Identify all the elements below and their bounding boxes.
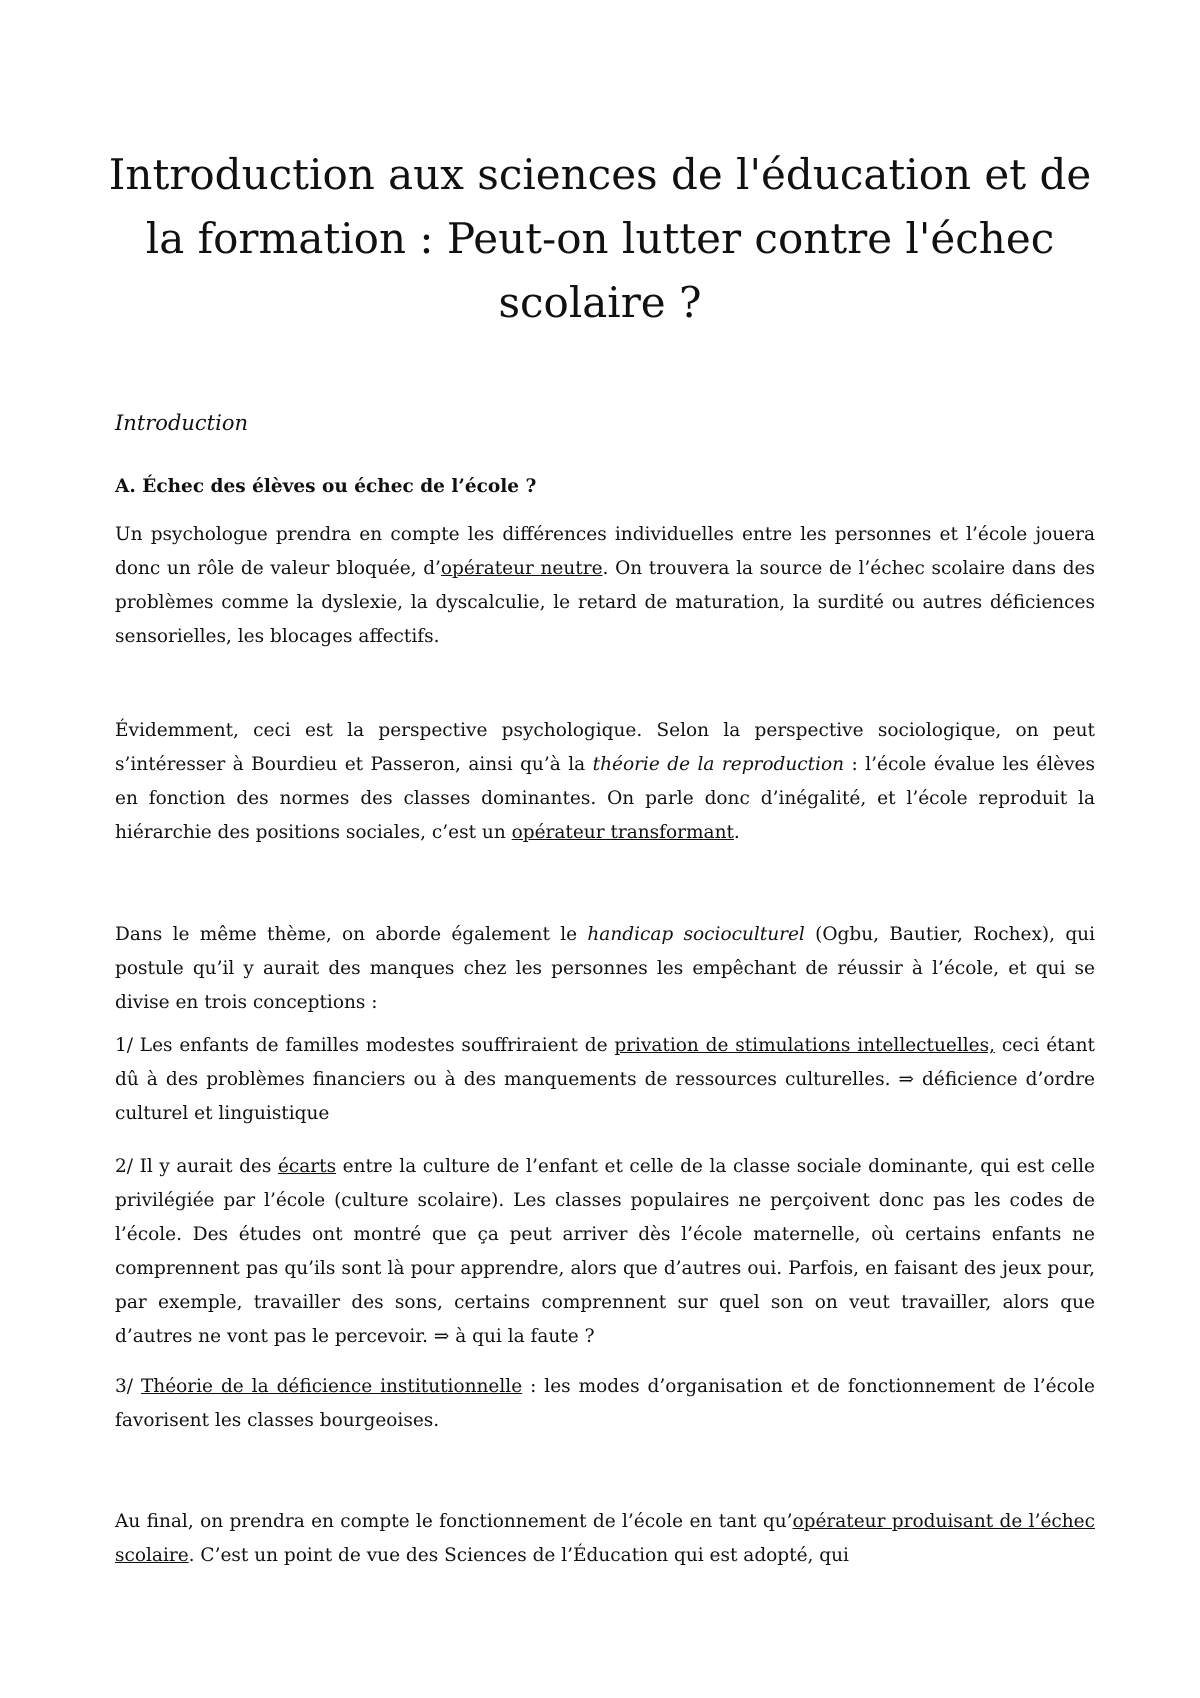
p2-text-before: Évidemment, ceci est la perspective psychologique. Selon la perspective sociologique, on peut s’intéresser à Bourdieu et Passeron, ainsi qu’à la xyxy=(115,720,1095,775)
paragraph-1 xyxy=(115,518,1095,654)
p2-text-middle: : l’école évalue les élèves en fonction des normes des classes dominantes. On parle donc d’inégalité, et l’école reproduit la hiérarchie des positions sociales, c’est un xyxy=(115,754,1095,843)
p7-underlined-term: opérateur produisant de l’échec scolaire xyxy=(115,1511,1095,1566)
p6-underlined-term: Théorie de la déficience institutionnelle xyxy=(140,1376,523,1397)
paragraph-7 xyxy=(115,1505,1095,1573)
p4-text-after: ceci étant dû à des problèmes financiers ou à des manquements de ressources culturelles. ⇒ déficience d’ordre culturel et linguistique xyxy=(115,1035,1095,1124)
p7-text-after: . C’est un point de vue des Sciences de l’Éducation qui est adopté, qui xyxy=(188,1545,849,1566)
p3-text-after: (Ogbu, Bautier, Rochex), qui postule qu’il y aurait des manques chez les personnes les empêchant de réussir à l’école, et qui se divise en trois conceptions : xyxy=(115,924,1096,1013)
p5-text-after: entre la culture de l’enfant et celle de la classe sociale dominante, qui est celle privilégiée par l’école (culture scolaire). Les classes populaires ne perçoivent donc pas les codes de l’école. Des études ont montré que ça peut arriver dès l’école maternelle, où certains enfants ne comprennent pas qu’ils sont là pour apprendre, alors que d’autres oui. Parfois, en faisant des jeux pour, par exemple, travailler des sons, certains comprennent sur quel son on veut travailler, alors que d’autres ne vont pas le percevoir. ⇒ à qui la faute ? xyxy=(115,1156,1096,1347)
p6-text-after: : les modes d’organisation et de fonctionnement de l’école favorisent les classes bourgeoises. xyxy=(115,1376,1095,1431)
document-title: Introduction aux sciences de l'éducation et de la formation : Peut-on lutter contre l'échec scolaire ? xyxy=(108,150,1092,327)
p1-text-after: . On trouvera la source de l’échec scolaire dans des problèmes comme la dyslexie, la dyscalculie, le retard de maturation, la surdité ou autres déficiences sensorielles, les blocages affectifs. xyxy=(115,558,1095,647)
paragraph-5 xyxy=(115,1150,1095,1354)
p2-text-after: . xyxy=(733,822,740,843)
paragraph-2 xyxy=(115,714,1095,850)
p4-underlined-term: privation de stimulations intellectuelles, xyxy=(614,1035,996,1056)
p5-underlined-term: écarts xyxy=(277,1156,337,1177)
p6-text-before: 3/ xyxy=(115,1376,141,1397)
p1-underlined-term: opérateur neutre xyxy=(440,558,603,579)
p5-text-before: 2/ Il y aurait des xyxy=(115,1156,278,1177)
paragraph-6 xyxy=(115,1370,1095,1438)
p3-text-before: Dans le même thème, on aborde également le xyxy=(115,924,588,945)
p2-italic-term: théorie de la reproduction xyxy=(592,754,845,775)
p4-text-before: 1/ Les enfants de familles modestes souffriraient de xyxy=(115,1035,615,1056)
intro-label: Introduction xyxy=(115,411,248,435)
section-a-heading: A. Échec des élèves ou échec de l’école ? xyxy=(115,476,537,497)
p1-text-before: Un psychologue prendra en compte les différences individuelles entre les personnes et l’école jouera donc un rôle de valeur bloquée, d’ xyxy=(115,524,1095,579)
paragraph-4 xyxy=(115,1029,1095,1131)
p2-underlined-term: opérateur transformant xyxy=(511,822,734,843)
p3-italic-term: handicap socioculturel xyxy=(587,924,805,945)
paragraph-3 xyxy=(115,918,1095,1020)
p7-text-before: Au final, on prendra en compte le fonctionnement de l’école en tant qu’ xyxy=(115,1511,793,1532)
